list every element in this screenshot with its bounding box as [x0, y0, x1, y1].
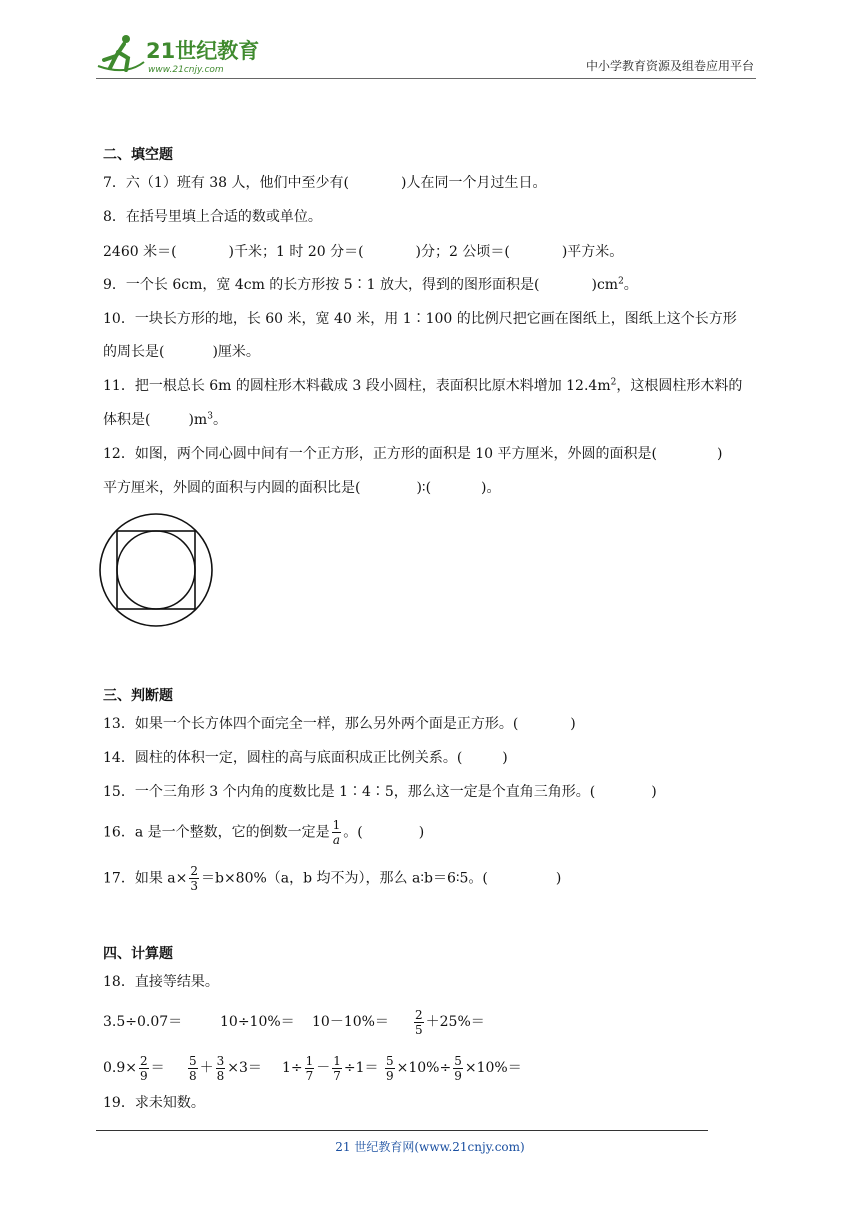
fraction: $\frac{5}{9}$	[386, 1053, 394, 1083]
question-12-line1: 12．如图，两个同心圆中间有一个正方形，正方形的面积是 10 平方厘米，外圆的面积是( )	[103, 446, 723, 462]
question-7: 7．六（1）班有 38 人，他们中至少有( )人在同一个月过生日。	[103, 175, 547, 191]
page-header	[96, 30, 756, 79]
question-19-stem: 19．求未知数。	[103, 1095, 205, 1111]
runner-icon	[98, 35, 144, 70]
calc-r2-e2: $\frac{5}{8}$ ＋ $\frac{3}{8}$ ×3＝	[189, 1053, 262, 1083]
question-12-line2: 平方厘米，外圆的面积与内圆的面积比是( )∶( )。	[103, 480, 501, 496]
fraction: $\frac{2}{5}$	[415, 1007, 423, 1037]
question-10-line2: 的周长是( )厘米。	[103, 344, 260, 360]
footer-divider	[96, 1130, 708, 1131]
question-8-blanks: 2460 米＝( )千米；1 时 20 分＝( )分；2 公顷＝( )平方米。	[103, 244, 624, 260]
section-judge-title: 三、判断题	[103, 688, 173, 704]
platform-name: 中小学教育资源及组卷应用平台	[585, 59, 754, 73]
fraction: $\frac{3}{8}$	[216, 1053, 225, 1083]
section-calc-title: 四、计算题	[103, 946, 173, 962]
question-15: 15．一个三角形 3 个内角的度数比是 1∶4∶5，那么这一定是个直角三角形。( )	[103, 784, 657, 800]
question-11-line2: 体积是( )$m^3$。	[103, 411, 227, 428]
fraction-2-over-3: $\frac{2}{3}$	[190, 864, 198, 893]
question-16: 16．a 是一个整数，它的倒数一定是 $\frac{1}{a}$ 。( )	[103, 818, 425, 847]
question-9: 9．一个长 6cm，宽 4cm 的长方形按 5∶1 放大，得到的图形面积是( )$cm^2$。	[103, 276, 638, 293]
fraction-1-over-a: $\frac{1}{a}$	[332, 818, 341, 847]
question-11-line1: 11．把一根总长 6m 的圆柱形木料截成 3 段小圆柱，表面积比原木料增加 $12.4m^2$，这根圆柱形木料的	[103, 377, 743, 394]
logo-url: www.21cnjy.com	[148, 65, 224, 75]
question-13: 13．如果一个长方体四个面完全一样，那么另外两个面是正方形。( )	[103, 716, 576, 732]
calc-r1-e2: 10÷10%＝	[220, 1014, 295, 1030]
question-18-stem: 18．直接等结果。	[103, 974, 219, 990]
question-10-line1: 10．一块长方形的地，长 60 米，宽 40 米，用 1∶100 的比例尺把它画在图纸上，图纸上这个长方形	[103, 311, 737, 327]
fraction: $\frac{5}{9}$	[454, 1053, 462, 1083]
calc-r1-e1: 3.5÷0.07＝	[103, 1014, 183, 1030]
calc-r2-e4: $\frac{5}{9}$ ×10%÷ $\frac{5}{9}$ ×10%＝	[386, 1053, 522, 1083]
inner-circle	[117, 531, 195, 609]
logo	[96, 32, 266, 76]
logo-text: 21世纪教育	[146, 39, 260, 63]
calc-r2-e3: 1÷ $\frac{1}{7}$ － $\frac{1}{7}$ ÷1＝	[282, 1053, 379, 1083]
fraction: $\frac{1}{7}$	[333, 1053, 341, 1083]
footer-text: 21 世纪教育网(www.21cnjy.com)	[335, 1140, 525, 1154]
fraction: $\frac{2}{9}$	[140, 1053, 148, 1083]
question-8-stem: 8．在括号里填上合适的数或单位。	[103, 209, 322, 225]
concentric-circles-figure	[98, 510, 218, 630]
calc-r2-e1: 0.9× $\frac{2}{9}$ ＝	[103, 1053, 165, 1083]
fraction: $\frac{1}{7}$	[305, 1053, 314, 1083]
fraction: $\frac{5}{8}$	[189, 1053, 197, 1083]
calc-r1-e4: $\frac{2}{5}$ ＋25%＝	[415, 1007, 485, 1037]
question-17: 17．如果 a× $\frac{2}{3}$ ＝b×80%（a，b 均不为），那么 a∶b＝6∶5。( )	[103, 864, 562, 893]
calc-r1-e3: 10－10%＝	[312, 1014, 389, 1030]
question-14: 14．圆柱的体积一定，圆柱的高与底面积成正比例关系。( )	[103, 750, 508, 766]
section-fill-title: 二、填空题	[103, 147, 173, 163]
